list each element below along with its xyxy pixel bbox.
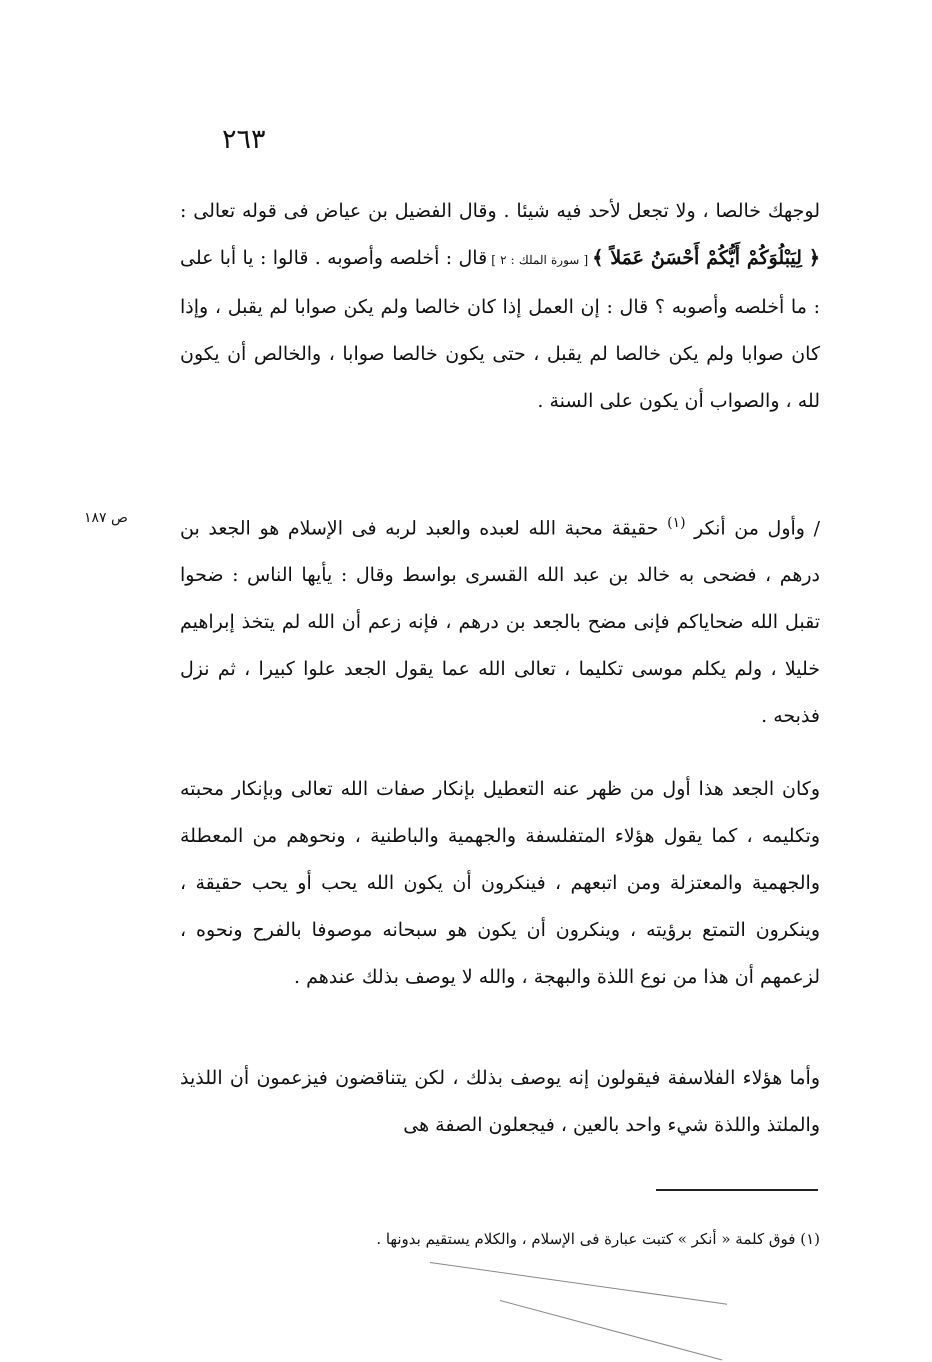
scan-artifact-line bbox=[430, 1262, 727, 1305]
footnote-divider bbox=[656, 1189, 818, 1191]
scan-artifact-line bbox=[500, 1300, 722, 1360]
footnote-marker: (١) bbox=[667, 515, 686, 531]
paragraph-2-text-a: / وأول من أنكر bbox=[685, 517, 820, 540]
paragraph-4 bbox=[180, 1055, 820, 1149]
margin-page-reference: ص ١٨٧ bbox=[84, 510, 128, 526]
page-number: ٢٦٣ bbox=[222, 124, 266, 155]
quran-verse: ﴿ لِيَبْلُوَكُمْ أَيُّكُمْ أَحْسَنُ عَمَلاً ﴾ bbox=[592, 247, 821, 269]
paragraph-2 bbox=[180, 500, 820, 740]
paragraph-1-text-a: لوجهك خالصا ، ولا تجعل لأحد فيه شيئا . وقال الفضيل بن عياض فى قوله تعالى : bbox=[180, 200, 820, 222]
surah-reference: [ سورة الملك : ٢ ] bbox=[487, 253, 593, 267]
paragraph-3 bbox=[180, 766, 820, 1001]
footnote: (١) فوق كلمة « أنكر » كتبت عبارة فى الإسلام ، والكلام يستقيم بدونها . bbox=[376, 1230, 820, 1248]
paragraph-2-text-b: حقيقة محبة الله لعبده والعبد لربه فى الإسلام هو الجعد بن درهم ، فضحى به خالد بن عبد الله القسرى بواسط وقال : يأيها الناس : ضحوا تقبل الله ضحاياكم فإنى مضح بالجعد بن درهم ، فإنه زعم أن الله لم يتخذ إبراهيم خليلا ، ولم يكلم موسى تكليما ، تعالى الله عما يقول الجعد علوا كبيرا ، ثم نزل فذبحه . bbox=[180, 517, 820, 728]
paragraph-3-text: وكان الجعد هذا أول من ظهر عنه التعطيل بإنكار صفات الله تعالى وبإنكار محبته وتكليمه ، كما يقول هؤلاء المتفلسفة والجهمية والباطنية ، ونحوهم من المعطلة والجهمية والمعتزلة ومن اتبعهم ، فينكرون أن يكون الله يحب أو يحب حقيقة ، وينكرون التمتع برؤيته ، وينكرون أن يكون هو سبحانه موصوفا بالفرح ونحوه ، لزعمهم أن هذا من نوع اللذة والبهجة ، والله لا يوصف بذلك عندهم . bbox=[180, 778, 820, 988]
paragraph-1-text-b: قال : أخلصه وأصوبه . قالوا : يا أبا على : ما أخلصه وأصوبه ؟ قال : إن العمل إذا كان خالصا ولم يكن صوابا لم يقبل ، وإذا كان صوابا ولم يكن خالصا لم يقبل ، حتى يكون خالصا صوابا ، والخالص أن يكون لله ، والصواب أن يكون على السنة . bbox=[180, 247, 820, 412]
paragraph-1 bbox=[180, 188, 820, 425]
paragraph-4-text: وأما هؤلاء الفلاسفة فيقولون إنه يوصف بذلك ، لكن يتناقضون فيزعمون أن اللذيذ والملتذ واللذة شيء واحد بالعين ، فيجعلون الصفة هى bbox=[180, 1067, 820, 1136]
